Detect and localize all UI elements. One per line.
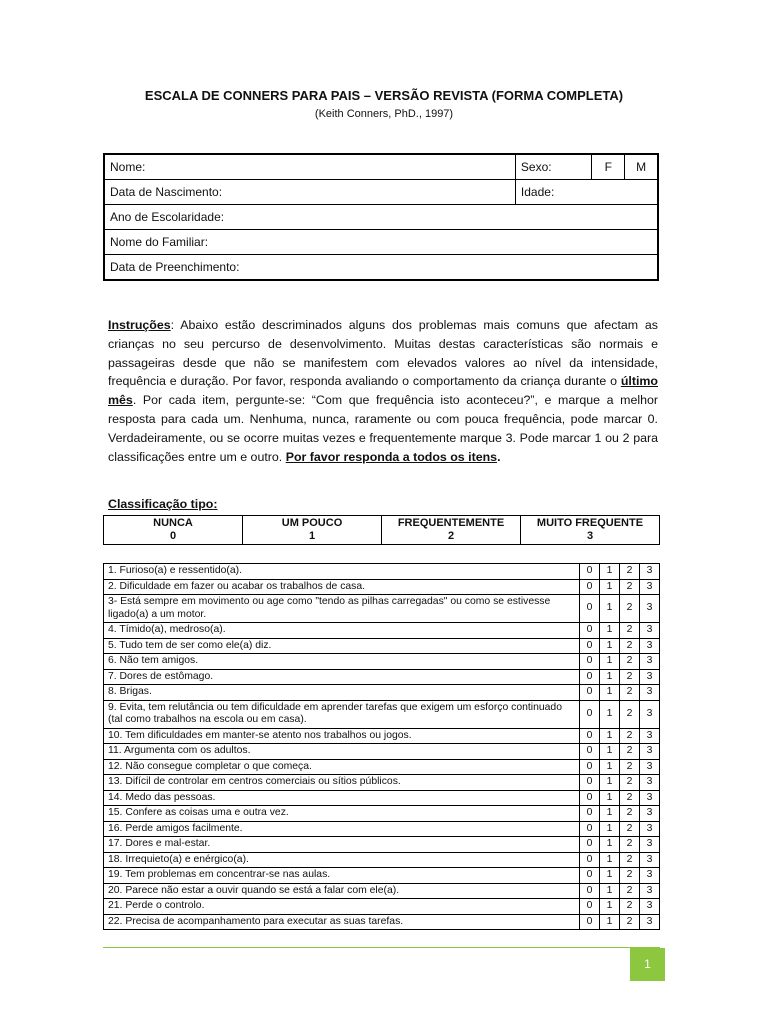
score-option-0[interactable]: 0 <box>580 623 600 639</box>
score-option-0[interactable]: 0 <box>580 899 600 915</box>
item-row <box>104 564 660 580</box>
score-option-2[interactable]: 2 <box>620 654 640 670</box>
item-text: 4. Tímido(a), medroso(a). <box>104 623 580 639</box>
score-option-1[interactable]: 1 <box>600 685 620 701</box>
score-option-3[interactable]: 3 <box>640 744 660 760</box>
score-option-0[interactable]: 0 <box>580 685 600 701</box>
score-option-1[interactable]: 1 <box>600 654 620 670</box>
item-text: 17. Dores e mal-estar. <box>104 837 580 853</box>
score-option-3[interactable]: 3 <box>640 728 660 744</box>
page-title: ESCALA DE CONNERS PARA PAIS – VERSÃO REVISTA (FORMA COMPLETA) <box>144 88 624 103</box>
score-option-2[interactable]: 2 <box>620 806 640 822</box>
score-option-2[interactable]: 2 <box>620 579 640 595</box>
score-option-3[interactable]: 3 <box>640 623 660 639</box>
score-option-2[interactable]: 2 <box>620 837 640 853</box>
score-option-0[interactable]: 0 <box>580 579 600 595</box>
scale-level-value: 1 <box>308 530 316 542</box>
instructions-emphasis: Por favor responda a todos os itens <box>285 449 498 464</box>
score-option-0[interactable]: 0 <box>580 595 600 623</box>
item-row <box>104 883 660 899</box>
item-text: 2. Dificuldade em fazer ou acabar os trabalhos de casa. <box>104 579 580 595</box>
item-row <box>104 638 660 654</box>
name-field[interactable] <box>104 154 515 180</box>
item-row <box>104 728 660 744</box>
score-option-0[interactable]: 0 <box>580 654 600 670</box>
item-row <box>104 579 660 595</box>
score-option-3[interactable]: 3 <box>640 564 660 580</box>
score-option-0[interactable]: 0 <box>580 669 600 685</box>
item-text: 15. Confere as coisas uma e outra vez. <box>104 806 580 822</box>
score-option-3[interactable]: 3 <box>640 852 660 868</box>
scale-level-label: UM POUCO <box>281 517 343 529</box>
score-option-2[interactable]: 2 <box>620 564 640 580</box>
score-option-2[interactable]: 2 <box>620 868 640 884</box>
score-option-1[interactable]: 1 <box>600 914 620 930</box>
relative-name-label: Nome do Familiar: <box>110 235 209 249</box>
age-label: Idade: <box>520 185 555 199</box>
sex-option-m[interactable]: M <box>625 154 658 180</box>
score-option-3[interactable]: 3 <box>640 914 660 930</box>
fill-date-label: Data de Preenchimento: <box>110 260 240 274</box>
identification-form <box>103 153 659 281</box>
score-option-0[interactable]: 0 <box>580 728 600 744</box>
score-option-2[interactable]: 2 <box>620 685 640 701</box>
score-option-2[interactable]: 2 <box>620 700 640 728</box>
score-option-2[interactable]: 2 <box>620 744 640 760</box>
score-option-0[interactable]: 0 <box>580 914 600 930</box>
score-option-3[interactable]: 3 <box>640 837 660 853</box>
score-option-2[interactable]: 2 <box>620 852 640 868</box>
classification-table <box>103 515 660 545</box>
item-text: 3- Está sempre em movimento ou age como "tendo as pilhas carregadas" ou como se estivesse ligado(a) a um motor. <box>104 595 580 623</box>
score-option-3[interactable]: 3 <box>640 669 660 685</box>
item-text: 22. Precisa de acompanhamento para executar as suas tarefas. <box>104 914 580 930</box>
page-number: 1 <box>630 948 665 981</box>
score-option-0[interactable]: 0 <box>580 775 600 791</box>
score-option-2[interactable]: 2 <box>620 638 640 654</box>
score-option-2[interactable]: 2 <box>620 623 640 639</box>
instructions-text-1: : Abaixo estão descriminados alguns dos problemas mais comuns que afectam as crianças no seu percurso de desenvolvimento. Muitas destas características são normais e passageiras desde que não se manifestem com elevados valores ao nível da intensidade, frequência e duração. Por favor, responda avaliando o comportamento da criança durante o <box>108 318 658 389</box>
score-option-3[interactable]: 3 <box>640 790 660 806</box>
item-row <box>104 868 660 884</box>
scale-level-label: FREQUENTEMENTE <box>397 517 505 529</box>
score-option-3[interactable]: 3 <box>640 883 660 899</box>
score-option-2[interactable]: 2 <box>620 775 640 791</box>
school-year-label: Ano de Escolaridade: <box>110 210 225 224</box>
score-option-1[interactable]: 1 <box>600 579 620 595</box>
score-option-2[interactable]: 2 <box>620 759 640 775</box>
score-option-0[interactable]: 0 <box>580 564 600 580</box>
score-option-0[interactable]: 0 <box>580 700 600 728</box>
item-row <box>104 685 660 701</box>
score-option-3[interactable]: 3 <box>640 806 660 822</box>
classification-title-colon: : <box>213 497 218 511</box>
age-field[interactable] <box>515 180 658 205</box>
item-row <box>104 775 660 791</box>
score-option-0[interactable]: 0 <box>580 837 600 853</box>
classification-title-text: Classificação tipo <box>108 497 214 511</box>
relative-name-field[interactable] <box>104 230 658 255</box>
score-option-2[interactable]: 2 <box>620 595 640 623</box>
dob-label: Data de Nascimento: <box>110 185 223 199</box>
scale-level-value: 0 <box>169 530 177 542</box>
item-text: 5. Tudo tem de ser como ele(a) diz. <box>104 638 580 654</box>
score-option-3[interactable]: 3 <box>640 579 660 595</box>
score-option-3[interactable]: 3 <box>640 595 660 623</box>
instructions-text-2: . Por cada item, pergunte-se: “Com que frequência isto aconteceu?”, e marque a melhor resposta para cada um. Nenhuma, nunca, raramente ou com pouca frequência, pode marcar 0. Verdadeiramente, ou se ocorre muitas vezes e frequentemente marque 3. Pode marcar 1 ou 2 para classificações entre um e outro. <box>108 393 658 464</box>
score-option-1[interactable]: 1 <box>600 837 620 853</box>
item-row <box>104 806 660 822</box>
item-row <box>104 837 660 853</box>
school-year-field[interactable] <box>104 205 658 230</box>
score-option-3[interactable]: 3 <box>640 759 660 775</box>
item-text: 21. Perde o controlo. <box>104 899 580 915</box>
score-option-1[interactable]: 1 <box>600 728 620 744</box>
scale-level <box>104 516 243 545</box>
score-option-1[interactable]: 1 <box>600 759 620 775</box>
item-text: 12. Não consegue completar o que começa. <box>104 759 580 775</box>
score-option-2[interactable]: 2 <box>620 790 640 806</box>
score-option-0[interactable]: 0 <box>580 868 600 884</box>
dob-field[interactable] <box>104 180 515 205</box>
score-option-0[interactable]: 0 <box>580 806 600 822</box>
instructions-lead: Instruções <box>108 318 171 332</box>
scale-level-value: 3 <box>586 530 594 542</box>
item-text: 13. Difícil de controlar em centros comerciais ou sítios públicos. <box>104 775 580 791</box>
item-row <box>104 821 660 837</box>
item-row <box>104 654 660 670</box>
score-option-2[interactable]: 2 <box>620 669 640 685</box>
score-option-1[interactable]: 1 <box>600 595 620 623</box>
score-option-0[interactable]: 0 <box>580 821 600 837</box>
score-option-1[interactable]: 1 <box>600 700 620 728</box>
score-option-1[interactable]: 1 <box>600 564 620 580</box>
item-row <box>104 759 660 775</box>
score-option-3[interactable]: 3 <box>640 685 660 701</box>
scale-level <box>521 516 660 545</box>
item-text: 19. Tem problemas em concentrar-se nas aulas. <box>104 868 580 884</box>
item-text: 16. Perde amigos facilmente. <box>104 821 580 837</box>
score-option-1[interactable]: 1 <box>600 883 620 899</box>
score-option-2[interactable]: 2 <box>620 899 640 915</box>
score-option-1[interactable]: 1 <box>600 775 620 791</box>
sex-label: Sexo: <box>515 154 591 180</box>
item-row <box>104 790 660 806</box>
score-option-0[interactable]: 0 <box>580 744 600 760</box>
item-text: 1. Furioso(a) e ressentido(a). <box>104 564 580 580</box>
score-option-1[interactable]: 1 <box>600 868 620 884</box>
score-option-3[interactable]: 3 <box>640 775 660 791</box>
score-option-2[interactable]: 2 <box>620 728 640 744</box>
item-text: 6. Não tem amigos. <box>104 654 580 670</box>
instructions-paragraph <box>108 316 658 466</box>
items-table <box>103 563 660 930</box>
item-text: 11. Argumenta com os adultos. <box>104 744 580 760</box>
score-option-3[interactable]: 3 <box>640 638 660 654</box>
item-row <box>104 852 660 868</box>
scale-level <box>382 516 521 545</box>
scale-level-label: NUNCA <box>153 517 193 529</box>
item-row <box>104 700 660 728</box>
score-option-3[interactable]: 3 <box>640 899 660 915</box>
score-option-1[interactable]: 1 <box>600 806 620 822</box>
item-text: 7. Dores de estômago. <box>104 669 580 685</box>
score-option-1[interactable]: 1 <box>600 899 620 915</box>
score-option-2[interactable]: 2 <box>620 914 640 930</box>
item-row <box>104 595 660 623</box>
item-text: 20. Parece não estar a ouvir quando se está a falar com ele(a). <box>104 883 580 899</box>
score-option-1[interactable]: 1 <box>600 669 620 685</box>
score-option-1[interactable]: 1 <box>600 852 620 868</box>
item-row <box>104 623 660 639</box>
footer-divider <box>103 947 660 948</box>
item-row <box>104 744 660 760</box>
score-option-1[interactable]: 1 <box>600 790 620 806</box>
scale-level-label: MUITO FREQUENTE <box>536 517 644 529</box>
score-option-1[interactable]: 1 <box>600 744 620 760</box>
score-option-2[interactable]: 2 <box>620 883 640 899</box>
fill-date-field[interactable] <box>104 255 658 281</box>
score-option-1[interactable]: 1 <box>600 623 620 639</box>
score-option-0[interactable]: 0 <box>580 638 600 654</box>
instructions-last-month: último mês <box>108 374 658 408</box>
scale-level-value: 2 <box>447 530 455 542</box>
score-option-3[interactable]: 3 <box>640 821 660 837</box>
instructions-end: . <box>497 449 501 464</box>
score-option-3[interactable]: 3 <box>640 654 660 670</box>
item-row <box>104 899 660 915</box>
score-option-1[interactable]: 1 <box>600 821 620 837</box>
classification-title <box>108 497 218 511</box>
name-label: Nome: <box>110 160 146 174</box>
item-text: 10. Tem dificuldades em manter-se atento nos trabalhos ou jogos. <box>104 728 580 744</box>
score-option-0[interactable]: 0 <box>580 759 600 775</box>
scale-level <box>243 516 382 545</box>
sex-option-f[interactable]: F <box>592 154 625 180</box>
score-option-1[interactable]: 1 <box>600 638 620 654</box>
score-option-0[interactable]: 0 <box>580 790 600 806</box>
page-subtitle: (Keith Conners, PhD., 1997) <box>314 108 454 120</box>
item-text: 8. Brigas. <box>104 685 580 701</box>
score-option-3[interactable]: 3 <box>640 700 660 728</box>
score-option-0[interactable]: 0 <box>580 852 600 868</box>
item-text: 18. Irrequieto(a) e enérgico(a). <box>104 852 580 868</box>
item-row <box>104 914 660 930</box>
score-option-0[interactable]: 0 <box>580 883 600 899</box>
score-option-2[interactable]: 2 <box>620 821 640 837</box>
score-option-3[interactable]: 3 <box>640 868 660 884</box>
item-row <box>104 669 660 685</box>
item-text: 9. Evita, tem relutância ou tem dificuldade em aprender tarefas que exigem um esforço continuado (tal como trabalhos na escola ou em casa). <box>104 700 580 728</box>
item-text: 14. Medo das pessoas. <box>104 790 580 806</box>
